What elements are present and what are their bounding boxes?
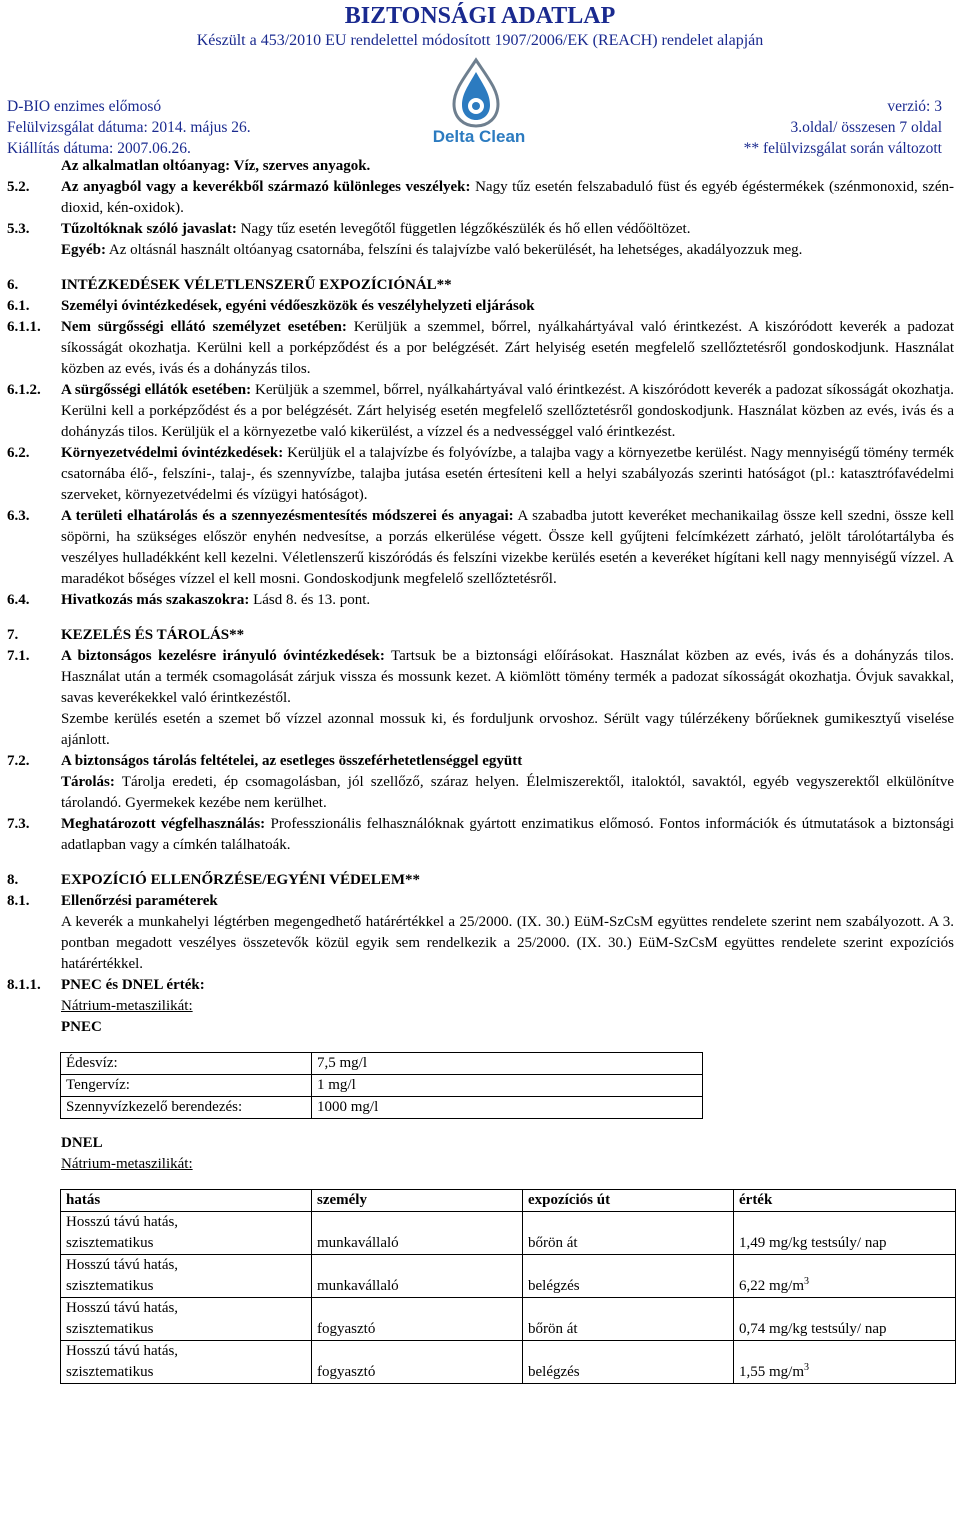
dnel-value: 1,49 mg/kg testsúly/ nap [734,1212,956,1255]
pnec-medium: Tengervíz: [61,1075,312,1097]
dnel-row [61,1298,956,1341]
section-text: A területi elhatárolás és a szennyezésmentesítés módszerei és anyagai: A szabadba jutott keveréket mechanikailag össze kell szedni, össze kell söpörni, ha szükséges először enyhén nedvesítse, a porzás elkerülése végett. Össze kell gyűjteni felcímkézett zárható, jelölt tárolótartályba és veszélyes hulladékként kell kezelni. Véletlenszerű kiszóródás és felszíni vizekbe kerülés esetén a keveréket hígítani kell nagy mennyiségű vízzel. A maradékot bőséges vízzel el kell mosni. Gondoskodjunk megfelelő szellőztetésről. [61,508,954,587]
section-text: Tűzoltóknak szóló javaslat: Nagy tűz esetén levegőtől független légzőkészülék és hő ellen védőöltözet. [61,221,691,237]
section-number: 6.1.2. [7,382,41,398]
substance-name-dnel: Nátrium-metaszilikát: [61,1156,193,1172]
pnec-row [61,1097,703,1119]
section-title: KEZELÉS ÉS TÁROLÁS** [61,627,245,643]
section-8-1-1 [0,975,960,996]
section-7-1 [0,646,960,709]
page-number: 3.oldal/ összesen 7 oldal [790,119,942,136]
section-number: 6. [7,277,19,293]
section-number: 7. [7,627,19,643]
pnec-row [61,1075,703,1097]
dnel-value: 0,74 mg/kg testsúly/ nap [734,1298,956,1341]
section-7-3 [0,814,960,856]
section-text: Környezetvédelmi óvintézkedések: Kerüljük el a talajvízbe és folyóvízbe, a talajba vagy a környezetbe kerülést. Nagy mennyiségű tömény termék csatornába élő-, felszíni-, talaj-, és szennyvízbe, talajba jutása esetén értesíteni kell a helyi szabályozás szerinti hatóságot (pl.: katasztrófavédelmi szerveket, környezetvédelmi és vízügyi hatóságot). [61,445,954,503]
section-text: Meghatározott végfelhasználás: Professzionális felhasználóknak gyártott enzimatikus előmosó. Fontos információk és útmutatások a biztonsági adatlapban vagy a címkén találhatoák. [61,816,954,853]
section-number: 8. [7,872,19,888]
pnec-label: PNEC [61,1019,102,1035]
dnel-effect: Hosszú távú hatás, szisztematikus [61,1212,312,1255]
pnec-table [60,1052,703,1119]
document-title: BIZTONSÁGI ADATLAP [344,3,616,29]
section-title: Ellenőrzési paraméterek [61,893,218,909]
dnel-row [61,1255,956,1298]
section-6-2 [0,443,960,506]
pnec-value: 7,5 mg/l [312,1053,703,1075]
section-number: 6.2. [7,445,30,461]
unsuitable-extinguisher: Az alkalmatlan oltóanyag: Víz, szerves anyagok. [61,158,371,174]
section-7-2-storage: Tárolás: Tárolja eredeti, ép csomagolásban, jól szellőző, száraz helyen. Élelmiszerektől, italoktól, savaktól, egyéb vegyszerektől elkülönítve tárolandó. Gyermekek kezébe nem kerülhet. [61,774,954,811]
dnel-route: bőrön át [523,1212,734,1255]
section-8-1 [0,891,960,912]
section-number: 5.3. [7,221,30,237]
section-title: INTÉZKEDÉSEK VÉLETLENSZERŰ EXPOZÍCIÓNÁL** [61,277,452,293]
dnel-route: bőrön át [523,1298,734,1341]
section-7-1-eye: Szembe kerülés esetén a szemet bő vízzel azonnal mossuk ki, és forduljunk orvoshoz. Sérült vagy túlérzékeny bőrűeknek gumikesztyű viselése ajánlott. [61,711,954,748]
dnel-effect: Hosszú távú hatás, szisztematikus [61,1341,312,1384]
section-title: Személyi óvintézkedések, egyéni védőeszközök és veszélyhelyzeti eljárások [61,298,535,314]
dnel-table [60,1189,956,1384]
dnel-route: belégzés [523,1255,734,1298]
dnel-person: fogyasztó [312,1341,523,1384]
dnel-header-cell: személy [312,1190,523,1212]
section-number: 5.2. [7,179,30,195]
dnel-person: fogyasztó [312,1298,523,1341]
section-8-1-text: A keverék a munkahelyi légtérben megengedhető határértékkel a 25/2000. (IX. 30.) EüM-SzCsM együttes rendelete szerint nem szabályozott. A 3. pontban megadott veszélyes összetevők közül egyik sem rendelkezik a 25/2000. (IX. 30.) EüM-SzCsM együttes rendelete szerint expozíciós határértékkel. [61,914,954,972]
section-number: 8.1. [7,893,30,909]
changed-note: ** felülvizsgálat során változott [743,140,942,157]
issue-date: Kiállítás dátuma: 2007.06.26. [7,140,191,157]
logo-text: Delta Clean [432,127,526,144]
dnel-value: 1,55 $mg/m^3$ [734,1341,956,1384]
section-5-3 [0,219,960,240]
section-title: EXPOZÍCIÓ ELLENŐRZÉSE/EGYÉNI VÉDELEM** [61,872,420,888]
section-8-heading [0,870,960,891]
section-text: Nem sürgősségi ellátó személyzet esetében: Kerüljük a szemmel, bőrrel, nyálkahártyával való érintkezést. A kiszóródott keverék a padozat síkosságát okozhatja. Kerülni kell a porképződést és a por belégzését. Zárt helyiség esetén megfelelő szellőztetésről gondoskodjunk. Használat közben az evés, ivás és a dohányzás tilos. [61,319,954,377]
dnel-header-cell: hatás [61,1190,312,1212]
section-7-2 [0,751,960,772]
dnel-value: 6,22 $mg/m^3$ [734,1255,956,1298]
section-6-1-2 [0,380,960,443]
section-title: A biztonságos tárolás feltételei, az esetleges összeférhetetlenséggel együtt [61,753,523,769]
dnel-effect: Hosszú távú hatás, szisztematikus [61,1298,312,1341]
section-7-heading [0,625,960,646]
delta-clean-logo [414,56,544,144]
document-subtitle: Készült a 453/2010 EU rendelettel módosított 1907/2006/EK (REACH) rendelet alapján [196,32,764,49]
dnel-row [61,1341,956,1384]
section-text: A biztonságos kezelésre irányuló óvintézkedések: Tartsuk be a biztonsági előírásokat. Használat közben az evés, ivás és a dohányzás tilos. Használat után a termék csomagolását zárjuk vissza és mossunk kezet. A kiömlött tömény termék a padozat síkosságát okozhatja. Óvjuk savakkal, savas keverékekkel való érintkezéstől. [61,648,954,706]
section-number: 8.1.1. [7,977,41,993]
revision-date: Felülvizsgálat dátuma: 2014. május 26. [7,119,251,136]
document-body [0,156,960,1384]
dnel-header-cell: érték [734,1190,956,1212]
section-number: 7.2. [7,753,30,769]
dnel-label: DNEL [61,1135,103,1151]
dnel-effect: Hosszú távú hatás, szisztematikus [61,1255,312,1298]
section-text: Hivatkozás más szakaszokra: Lásd 8. és 13. pont. [61,592,371,608]
substance-name: Nátrium-metaszilikát: [61,998,193,1014]
pnec-medium: Szennyvízkezelő berendezés: [61,1097,312,1119]
section-title: PNEC és DNEL érték: [61,977,205,993]
pnec-medium: Édesvíz: [61,1053,312,1075]
section-text: A sürgősségi ellátók esetében: Kerüljük a szemmel, bőrrel, nyálkahártyával való érintkezést. A kiszóródott keverék a padozat síkosságát okozhatja. Kerülni kell a porképződést és a por belégzését. Zárt helyiség esetén megfelelő szellőztetésről gondoskodjunk. Használat közben az evés, ivás és a dohányzás tilos. Kerüljük el a környezetbe való kikerülést, a vízzel és a nedvességgel való érintkezést. [61,382,954,440]
section-6-1-1 [0,317,960,380]
section-number: 6.1. [7,298,30,314]
dnel-row [61,1212,956,1255]
section-number: 6.1.1. [7,319,41,335]
pnec-value: 1000 mg/l [312,1097,703,1119]
section-6-4 [0,590,960,611]
section-number: 7.3. [7,816,30,832]
pnec-row [61,1053,703,1075]
section-number: 6.3. [7,508,30,524]
section-6-1 [0,296,960,317]
section-6-heading [0,275,960,296]
drop-logo-icon [414,56,544,144]
section-number: 7.1. [7,648,30,664]
dnel-header-cell: expozíciós út [523,1190,734,1212]
version: verzió: 3 [887,98,942,115]
dnel-route: belégzés [523,1341,734,1384]
pnec-value: 1 mg/l [312,1075,703,1097]
dnel-person: munkavállaló [312,1255,523,1298]
dnel-person: munkavállaló [312,1212,523,1255]
section-text: Az anyagból vagy a keverékből származó különleges veszélyek: Nagy tűz esetén felszabaduló füst és egyéb égéstermékek (szénmonoxid, szén-dioxid, kén-oxidok). [61,179,954,216]
section-5-3-other: Egyéb: Az oltásnál használt oltóanyag csatornába, felszíni és talajvízbe való bekerülését, ha lehetséges, akadályozzuk meg. [61,242,803,258]
section-5-2 [0,177,960,219]
product-name: D-BIO enzimes előmosó [7,98,162,115]
section-6-3 [0,506,960,590]
section-number: 6.4. [7,592,30,608]
